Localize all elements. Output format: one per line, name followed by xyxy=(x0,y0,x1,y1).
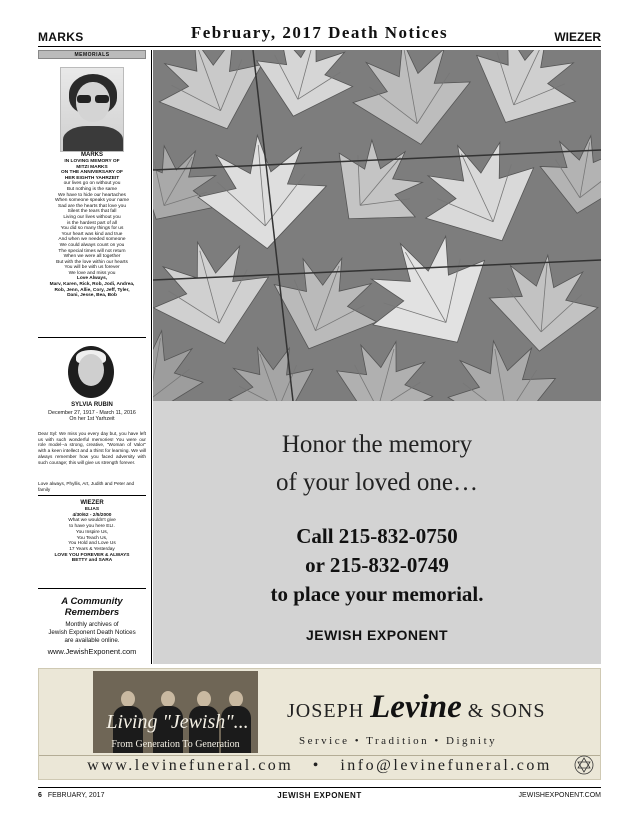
memorial-line: We have to hide our heartaches xyxy=(58,192,126,198)
memorial-line: our lives go on without you xyxy=(63,181,121,187)
memorial-line: The special times will not return xyxy=(58,248,126,254)
memorial-line: You did so many things for us xyxy=(60,226,124,232)
community-heading-line: A Community xyxy=(61,596,123,607)
memorial-line: You Inspire Us, xyxy=(75,529,109,535)
memorial-line: When someone speaks your name xyxy=(54,198,130,204)
memorial-line: Silent the tears that fall xyxy=(67,209,117,215)
wiezer-memorial-lines xyxy=(38,507,146,564)
levine-tagline: Service • Tradition • Dignity xyxy=(299,735,498,747)
header-right-name: WIEZER xyxy=(554,30,601,44)
footer-site: JEWISHEXPONENT.COM xyxy=(518,792,601,799)
memorial-ad-headline xyxy=(153,426,601,502)
memorial-line: Sad are the hearts that love you xyxy=(58,203,126,209)
memorial-ad-call-text: to place your memorial. xyxy=(270,582,484,606)
marks-memorial-lines xyxy=(38,159,146,299)
memorial-line: You Hold and Love Us xyxy=(68,541,116,547)
memorial-line: We love and miss you xyxy=(68,270,116,276)
maple-leaves-photo xyxy=(153,50,601,401)
rubin-memorial-body: Dear Syl: We miss you every day but, you have left us with such wonderful memories! You were our role model--a strong, creative, "Woman of Valor" with a keen intellect and a thirst for learning. We will always remember how you faced adversity with such courage; this will give us strength forever. xyxy=(38,431,146,465)
community-heading-line: Remembers xyxy=(64,607,120,618)
community-text-line: Monthly archives of xyxy=(65,621,119,628)
memorial-line: Love Always, xyxy=(76,276,108,282)
memorial-line: You Teach Us, xyxy=(76,535,108,541)
memorial-line: to have you here ELI. xyxy=(69,524,115,530)
levine-family-photo xyxy=(93,671,258,753)
levine-name-sons: & SONS xyxy=(467,700,546,722)
levine-slogan: Living "Jewish"... xyxy=(106,711,249,733)
rubin-dates-text: December 27, 1917 - March 11, 2016 xyxy=(48,410,136,416)
memorial-line: MITZI MARKS xyxy=(76,164,108,170)
memorial-advertisement xyxy=(153,401,601,664)
rubin-memorial-name: SYLVIA RUBIN xyxy=(71,402,113,408)
footer-rule xyxy=(38,787,601,788)
levine-funeral-advertisement xyxy=(38,668,601,780)
wiezer-memorial-name: WIEZER xyxy=(80,500,104,506)
memorial-divider xyxy=(38,337,146,338)
wiezer-memorial xyxy=(38,500,146,564)
memorial-line: is the hardest part of all xyxy=(67,220,117,226)
memorial-line: We could always count on you xyxy=(59,242,125,248)
memorial-line: When we were all together xyxy=(63,254,121,260)
footer-date: FEBRUARY, 2017 xyxy=(47,792,105,799)
memorial-line: IN LOVING MEMORY OF xyxy=(64,159,120,164)
levine-business-name xyxy=(287,689,545,726)
marks-memorial xyxy=(38,152,146,299)
memorial-line: Living our lives without you xyxy=(63,214,121,220)
rubin-yahrzeit-note: On her 1st Yarhzeit xyxy=(69,416,115,423)
memorial-line: ON THE ANNIVERSARY OF xyxy=(61,170,123,176)
memorial-ad-headline-line: Honor the memory xyxy=(281,431,473,458)
footer-publication: JEWISH EXPONENT xyxy=(277,791,362,800)
memorial-ad-call xyxy=(153,522,601,609)
memorial-ad-headline-line: of your loved one… xyxy=(275,469,479,496)
marks-memorial-name: MARKS xyxy=(81,152,103,158)
levine-contact-bullet: • xyxy=(312,757,321,774)
header-rule xyxy=(38,46,601,47)
memorial-line: Dani, Jesse, Bea, Bob xyxy=(67,293,117,299)
page-title: February, 2017 Death Notices xyxy=(190,23,449,42)
levine-email-link[interactable]: info@levinefuneral.com xyxy=(340,757,552,774)
memorial-line: 17 Years & Yesterday xyxy=(69,546,115,552)
levine-name-joseph: JOSEPH xyxy=(287,700,365,722)
rubin-memorial-signature: Love always, Phyllis, Art, Judith and Peter and family xyxy=(38,481,135,492)
memorial-line: What we wouldn't give xyxy=(68,518,116,524)
memorial-line: Rob, Jenn, Allie, Cory, Jeff, Tyler, xyxy=(54,287,130,293)
memorial-ad-phone: or 215-832-0749 xyxy=(305,553,449,577)
memorial-line: Your heart was kind and true xyxy=(61,231,123,237)
column-divider xyxy=(151,50,152,664)
levine-divider xyxy=(39,755,600,756)
memorial-divider xyxy=(38,495,146,496)
memorials-column xyxy=(38,50,146,663)
maple-leaves-image xyxy=(153,50,601,401)
levine-name-script: Levine xyxy=(370,689,462,725)
levine-website-link[interactable]: www.levinefuneral.com xyxy=(87,757,294,774)
memorial-ad-phone: Call 215-832-0750 xyxy=(296,524,458,548)
memorial-line: LOVE YOU FOREVER & ALWAYS xyxy=(54,552,130,558)
memorial-line: HER EIGHTH YAHRZEIT xyxy=(64,175,120,181)
page-number: 6 xyxy=(38,792,42,799)
memorials-section-label: MEMORIALS xyxy=(38,50,146,59)
community-url-link[interactable]: www.JewishExponent.com xyxy=(47,647,137,656)
memorial-divider xyxy=(38,588,146,589)
community-remembers-box xyxy=(38,596,146,657)
marks-portrait xyxy=(60,67,124,152)
memorial-ad-brand: JEWISH EXPONENT xyxy=(305,627,449,643)
community-text-line: Jewish Exponent Death Notices xyxy=(48,629,136,636)
memorial-line: ELIAS xyxy=(84,507,100,512)
header-left-name: MARKS xyxy=(38,30,84,44)
memorial-line: BETTY and SARA xyxy=(71,558,113,564)
levine-subslogan: From Generation To Generation xyxy=(111,739,240,750)
memorial-line: But with the love within our hearts xyxy=(56,259,128,265)
memorial-line: But nothing is the same xyxy=(66,186,118,192)
star-of-david-seal-icon xyxy=(574,755,594,775)
community-heading xyxy=(38,596,146,618)
memorial-line: And when we needed someone xyxy=(58,237,126,243)
memorial-line: Marv, Karen, Rick, Rob, Jodi, Andrea, xyxy=(49,282,135,288)
memorial-line: You will be with us forever xyxy=(64,265,120,271)
community-text-line: are available online. xyxy=(64,637,120,644)
levine-contact xyxy=(39,757,600,775)
memorial-line: 4/30/62 - 2/5/2000 xyxy=(72,512,112,518)
community-text xyxy=(38,621,146,645)
rubin-portrait xyxy=(68,346,114,398)
rubin-memorial-dates xyxy=(38,410,146,423)
